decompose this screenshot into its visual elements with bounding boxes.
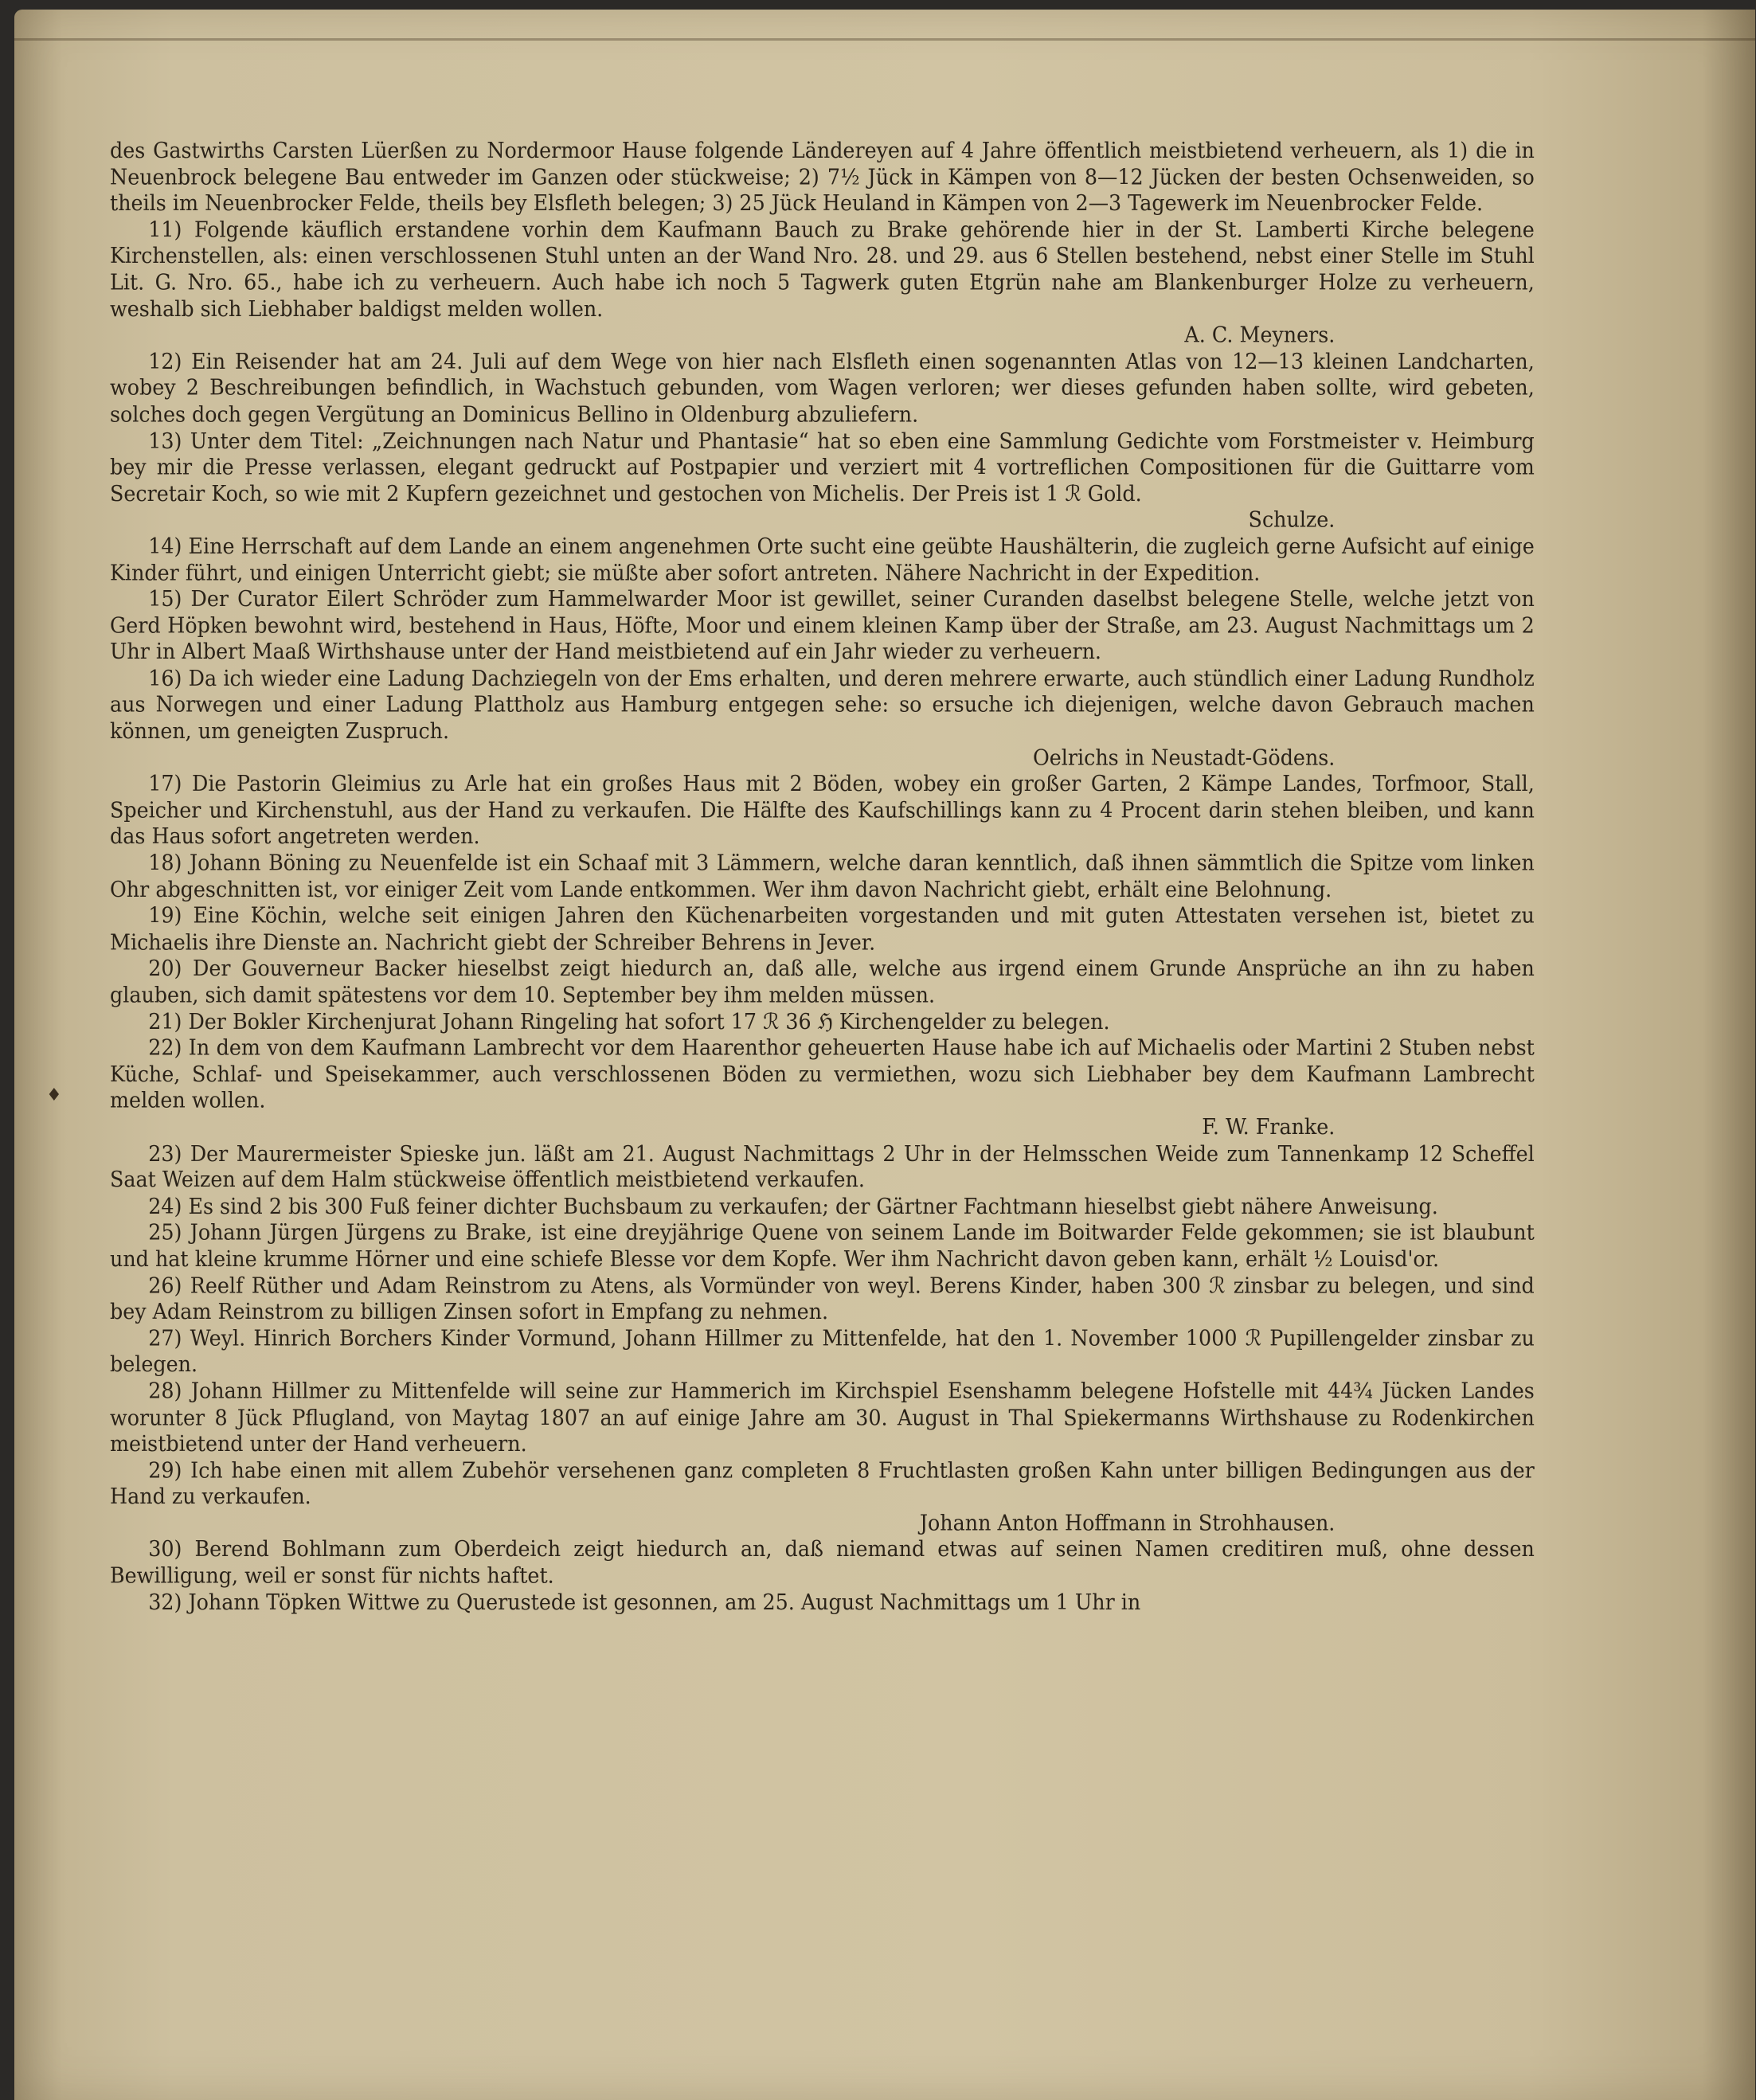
paragraph-text: 23) Der Maurermeister Spieske jun. läßt am 21. August Nachmittags 2 Uhr in der Helmsschen Weide zum Tannenkamp 12 Scheffel Saat Weizen auf dem Halm stückweise öffentlich meistbietend verkaufen. bbox=[110, 1140, 1535, 1193]
signature: Schulze. bbox=[1248, 506, 1336, 533]
paragraph-19 bbox=[110, 902, 1535, 955]
paragraph-29 bbox=[110, 1457, 1535, 1535]
paragraph-text: 22) In dem von dem Kaufmann Lambrecht vor dem Haarenthor geheuerten Hause habe ich auf Michaelis oder Martini 2 Stuben nebst Küche, Schlaf- und Speisekammer, auch verschlossenen Böden zu vermiethen, wozu sich Liebhaber bey dem Kaufmann Lambrecht melden wollen. bbox=[110, 1034, 1535, 1113]
paragraph-27 bbox=[110, 1325, 1535, 1378]
signature: Johann Anton Hoffmann in Strohhausen. bbox=[919, 1509, 1336, 1536]
signature: A. C. Meyners. bbox=[1184, 322, 1336, 348]
paragraph-20 bbox=[110, 955, 1535, 1007]
paragraph-15 bbox=[110, 585, 1535, 664]
paper-sheet bbox=[14, 10, 1755, 2100]
paragraph-text: 26) Reelf Rüther und Adam Reinstrom zu Atens, als Vormünder von weyl. Berens Kinder, haben 300 ℛ zinsbar zu belegen, und sind bey Adam Reinstrom zu billigen Zinsen sofort in Empfang zu nehmen. bbox=[110, 1272, 1535, 1324]
paragraph-22 bbox=[110, 1034, 1535, 1140]
paragraph-30 bbox=[110, 1536, 1535, 1589]
paragraph-17 bbox=[110, 770, 1535, 849]
paragraph-13 bbox=[110, 428, 1535, 534]
margin-mark: ♦ bbox=[46, 1085, 62, 1105]
paragraph-26 bbox=[110, 1272, 1535, 1324]
top-edge-rule bbox=[14, 38, 1755, 41]
paragraph-text: 20) Der Gouverneur Backer hieselbst zeigt hiedurch an, daß alle, welche aus irgend einem Grunde Ansprüche an ihn zu haben glauben, sich damit spätestens vor dem 10. September bey ihm melden müssen. bbox=[110, 955, 1535, 1008]
paragraph-23 bbox=[110, 1140, 1535, 1193]
paragraph-text: 21) Der Bokler Kirchenjurat Johann Ringeling hat sofort 17 ℛ 36 ℌ Kirchengelder zu belegen. bbox=[148, 1007, 1110, 1034]
paragraph-text: 32) Johann Töpken Wittwe zu Querustede ist gesonnen, am 25. August Nachmittags um 1 Uhr in bbox=[148, 1588, 1141, 1615]
paragraph-text: des Gastwirths Carsten Lüerßen zu Nordermoor Hause folgende Ländereyen auf 4 Jahre öffentlich meistbietend verheuern, als 1) die in Neuenbrock belegene Bau entweder im Ganzen oder stückweise; 2) 7½ Jück in Kämpen von 8—12 Jücken der besten Ochsenweiden, so theils im Neuenbrocker Felde, theils bey Elsfleth belegen; 3) 25 Jück Heuland in Kämpen von 2—3 Tagewerk im Neuenbrocker Felde. bbox=[110, 137, 1535, 216]
paragraph-text: 29) Ich habe einen mit allem Zubehör versehenen ganz completen 8 Fruchtlasten großen Kahn unter billigen Bedingungen aus der Hand zu verkaufen. bbox=[110, 1457, 1535, 1509]
paragraph-18 bbox=[110, 850, 1535, 902]
paragraph-text: 11) Folgende käuflich erstandene vorhin dem Kaufmann Bauch zu Brake gehörende hier in der St. Lamberti Kirche belegene Kirchenstellen, als: einen verschlossenen Stuhl unten an der Wand Nro. 28. und 29. aus 6 Stellen bestehend, nebst einer Stelle im Stuhl Lit. G. Nro. 65., habe ich zu verheuern. Auch habe ich noch 5 Tagwerk guten Etgrün nahe am Blankenburger Holze zu verheuern, weshalb sich Liebhaber baldigst melden wollen. bbox=[110, 216, 1535, 322]
paragraph-intro bbox=[110, 137, 1535, 216]
paragraph-text: 27) Weyl. Hinrich Borchers Kinder Vormund, Johann Hillmer zu Mittenfelde, hat den 1. November 1000 ℛ Pupillengelder zinsbar zu belegen. bbox=[110, 1324, 1535, 1378]
signature: Oelrichs in Neustadt-Gödens. bbox=[1032, 744, 1336, 770]
paragraph-21 bbox=[110, 1008, 1535, 1034]
paragraph-text: 17) Die Pastorin Gleimius zu Arle hat ein großes Haus mit 2 Böden, wobey ein großer Garten, 2 Kämpe Landes, Torfmoor, Stall, Speicher und Kirchenstuhl, aus der Hand zu verkaufen. Die Hälfte des Kaufschillings kann zu 4 Procent darin stehen bleiben, und kann das Haus sofort angetreten werden. bbox=[110, 770, 1535, 850]
paragraph-text: 14) Eine Herrschaft auf dem Lande an einem angenehmen Orte sucht eine geübte Haushälterin, die zugleich gerne Aufsicht auf einige Kinder führt, und einigen Unterricht giebt; sie müßte aber sofort antreten. Nähere Nachricht in der Expedition. bbox=[110, 533, 1535, 585]
paragraph-16 bbox=[110, 665, 1535, 771]
paragraph-text: 25) Johann Jürgen Jürgens zu Brake, ist eine dreyjährige Quene von seinem Lande im Boitwarder Felde gekommen; sie ist blaubunt und hat kleine krumme Hörner und eine schiefe Blesse vor dem Kopfe. Wer ihm Nachricht davon geben kann, erhält ½ Louisd'or. bbox=[110, 1218, 1535, 1272]
paragraph-32 bbox=[110, 1589, 1535, 1615]
paragraph-text: 28) Johann Hillmer zu Mittenfelde will seine zur Hammerich im Kirchspiel Esenshamm belegene Hofstelle mit 44¾ Jücken Landes worunter 8 Jück Pflugland, von Maytag 1807 an auf einige Jahre am 30. August in Thal Spiekermanns Wirthshause zu Rodenkirchen meistbietend unter der Hand verheuern. bbox=[110, 1377, 1535, 1457]
paragraph-12 bbox=[110, 348, 1535, 427]
paragraph-text: 12) Ein Reisender hat am 24. Juli auf dem Wege von hier nach Elsfleth einen sogenannten Atlas von 12—13 kleinen Landcharten, wobey 2 Beschreibungen befindlich, in Wachstuch gebunden, vom Wagen verloren; wer dieses gefunden haben sollte, wird gebeten, solches doch gegen Vergütung an Dominicus Bellino in Oldenburg abzuliefern. bbox=[110, 348, 1535, 427]
paragraph-24 bbox=[110, 1193, 1535, 1219]
signature: F. W. Franke. bbox=[1202, 1113, 1336, 1140]
announcement-column bbox=[110, 137, 1535, 1615]
paragraph-text: 18) Johann Böning zu Neuenfelde ist ein Schaaf mit 3 Lämmern, welche daran kenntlich, daß ihnen sämmtlich die Spitze vom linken Ohr abgeschnitten ist, vor einiger Zeit vom Lande entkommen. Wer ihm davon Nachricht giebt, erhält eine Belohnung. bbox=[110, 849, 1535, 902]
paragraph-text: 13) Unter dem Titel: „Zeichnungen nach Natur und Phantasie“ hat so eben eine Sammlung Gedichte vom Forstmeister v. Heimburg bey mir die Presse verlassen, elegant gedruckt auf Postpapier und verziert mit 4 vortreflichen Compositionen für die Guittarre vom Secretair Koch, so wie mit 2 Kupfern gezeichnet und gestochen von Michelis. Der Preis ist 1 ℛ Gold. bbox=[110, 427, 1535, 506]
paragraph-text: 16) Da ich wieder eine Ladung Dachziegeln von der Ems erhalten, und deren mehrere erwarte, auch stündlich einer Ladung Rundholz aus Norwegen und einer Ladung Plattholz aus Hamburg entgegen sehe: so ersuche ich diejenigen, welche davon Gebrauch machen können, um geneigten Zuspruch. bbox=[110, 664, 1535, 744]
paragraph-11 bbox=[110, 216, 1535, 348]
paragraph-14 bbox=[110, 533, 1535, 585]
paragraph-text: 24) Es sind 2 bis 300 Fuß feiner dichter Buchsbaum zu verkaufen; der Gärtner Fachtmann hieselbst giebt nähere Anweisung. bbox=[148, 1192, 1438, 1219]
paragraph-28 bbox=[110, 1378, 1535, 1457]
paragraph-text: 15) Der Curator Eilert Schröder zum Hammelwarder Moor ist gewillet, seiner Curanden daselbst belegene Stelle, welche jetzt von Gerd Höpken bewohnt wird, bestehend in Haus, Höfte, Moor und einem kleinen Kamp über der Straße, am 23. August Nachmittags um 2 Uhr in Albert Maaß Wirthshause unter der Hand meistbietend auf ein Jahr wieder zu verheuern. bbox=[110, 585, 1535, 665]
paragraph-text: 19) Eine Köchin, welche seit einigen Jahren den Küchenarbeiten vorgestanden und mit guten Attestaten versehen ist, bietet zu Michaelis ihre Dienste an. Nachricht giebt der Schreiber Behrens in Jever. bbox=[110, 902, 1535, 955]
paragraph-text: 30) Berend Bohlmann zum Oberdeich zeigt hiedurch an, daß niemand etwas auf seinen Namen creditiren muß, ohne dessen Bewilligung, weil er sonst für nichts haftet. bbox=[110, 1535, 1535, 1589]
paragraph-25 bbox=[110, 1219, 1535, 1272]
